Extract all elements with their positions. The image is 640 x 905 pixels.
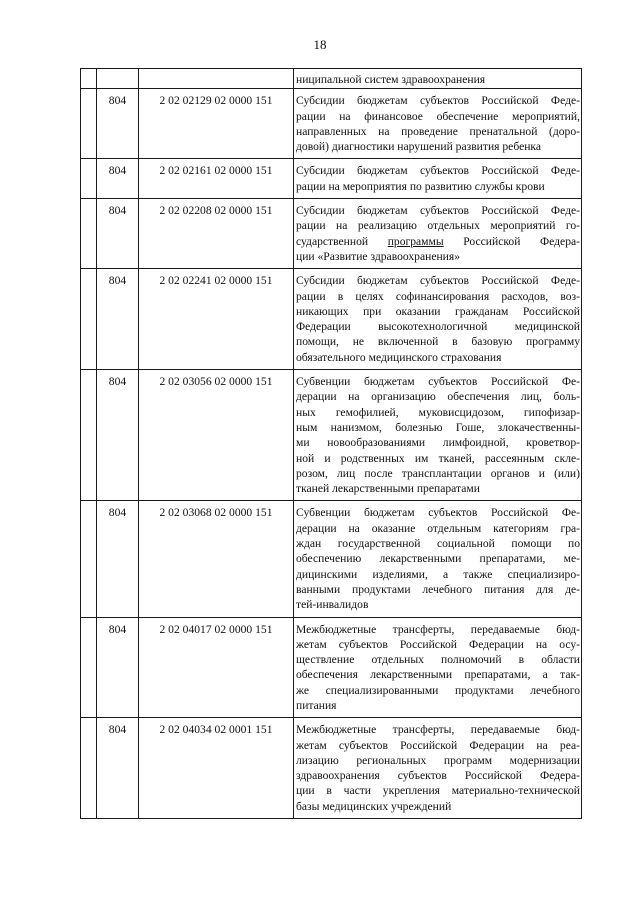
admin-code-cell: 804 bbox=[97, 617, 139, 718]
description-line: направленных на проведение пренатальной (доро- bbox=[296, 124, 580, 138]
description-line: рации на мероприятия по развитию службы крови bbox=[296, 179, 545, 193]
description-line: Межбюджетные трансферты, передаваемые бюд- bbox=[296, 723, 580, 737]
margin-cell bbox=[81, 89, 97, 159]
table-row bbox=[81, 617, 582, 718]
margin-cell bbox=[81, 501, 97, 617]
description-line: Федерации высокотехнологичной медицинской bbox=[296, 320, 580, 334]
budget-code-cell: 2 02 03056 02 0000 151 bbox=[139, 370, 294, 501]
description-cell bbox=[294, 370, 582, 501]
description-line: Субвенции бюджетам субъектов Российской Фе- bbox=[296, 375, 580, 389]
description-line: Субсидии бюджетам субъектов Российской Феде- bbox=[296, 164, 580, 178]
description-line: Субсидии бюджетам субъектов Российской Феде- bbox=[296, 94, 580, 108]
page-number: 18 bbox=[313, 37, 327, 52]
table-row-continuation bbox=[81, 69, 582, 89]
description-cell bbox=[294, 501, 582, 617]
margin-cell bbox=[81, 69, 97, 89]
table-row bbox=[81, 199, 582, 269]
description-line: ниципальной систем здравоохранения bbox=[296, 73, 486, 86]
margin-cell bbox=[81, 718, 97, 819]
table-body bbox=[81, 69, 582, 819]
table-row bbox=[81, 159, 582, 199]
admin-code-cell: 804 bbox=[97, 501, 139, 617]
table-row bbox=[81, 269, 582, 370]
budget-code-cell: 2 02 02208 02 0000 151 bbox=[139, 199, 294, 269]
program-link-text: программы bbox=[387, 234, 444, 248]
description-line: дерации на организацию обеспечения лиц, боль- bbox=[296, 390, 580, 404]
description-line: же специализированными продуктами лечебного bbox=[296, 683, 580, 697]
description-line: тей-инвалидов bbox=[296, 598, 369, 612]
budget-code-cell: 2 02 02241 02 0000 151 bbox=[139, 269, 294, 370]
admin-code-cell: 804 bbox=[97, 269, 139, 370]
description-line: дерации на оказание отдельным категориям гра- bbox=[296, 521, 580, 535]
description-line: дицинскими изделиями, а также специализиро- bbox=[296, 567, 580, 581]
budget-code-cell: 2 02 03068 02 0000 151 bbox=[139, 501, 294, 617]
description-line: обеспечению лекарственными препаратами, ме- bbox=[296, 552, 580, 566]
description-line: помощи, не включенной в базовую программу bbox=[296, 335, 580, 349]
budget-code-cell: 2 02 02161 02 0000 151 bbox=[139, 159, 294, 199]
table-row bbox=[81, 89, 582, 159]
table-row bbox=[81, 501, 582, 617]
admin-code-cell: 804 bbox=[97, 159, 139, 199]
description-cell bbox=[294, 69, 582, 89]
budget-code-cell bbox=[139, 69, 294, 89]
description-line: довой) диагностики нарушений развития ребенка bbox=[296, 140, 542, 154]
description-line: обязательного медицинского страхования bbox=[296, 350, 502, 364]
table-row bbox=[81, 370, 582, 501]
budget-codes-table bbox=[80, 68, 582, 819]
description-cell bbox=[294, 159, 582, 199]
description-cell bbox=[294, 89, 582, 159]
table-row bbox=[81, 718, 582, 819]
description-line: жетам субъектов Российской Федерации на реа- bbox=[296, 738, 580, 752]
description-line: тканей лекарственными препаратами bbox=[296, 482, 480, 496]
admin-code-cell: 804 bbox=[97, 199, 139, 269]
description-line: ции в части укрепления материально-технической bbox=[296, 784, 580, 798]
description-cell bbox=[294, 617, 582, 718]
description-cell bbox=[294, 199, 582, 269]
description-line: жетам субъектов Российской Федерации на осу- bbox=[296, 637, 580, 651]
description-line: питания bbox=[296, 698, 337, 712]
admin-code-cell: 804 bbox=[97, 370, 139, 501]
description-line: ществление отдельных полномочий в области bbox=[296, 653, 580, 667]
admin-code-cell bbox=[97, 69, 139, 89]
margin-cell bbox=[81, 370, 97, 501]
budget-code-cell: 2 02 04034 02 0001 151 bbox=[139, 718, 294, 819]
margin-cell bbox=[81, 269, 97, 370]
margin-cell bbox=[81, 159, 97, 199]
admin-code-cell: 804 bbox=[97, 89, 139, 159]
description-line: лизацию региональных программ модернизации bbox=[296, 753, 580, 767]
description-line: никающих при оказании гражданам Российской bbox=[296, 304, 580, 318]
admin-code-cell: 804 bbox=[97, 718, 139, 819]
budget-code-cell: 2 02 02129 02 0000 151 bbox=[139, 89, 294, 159]
margin-cell bbox=[81, 617, 97, 718]
description-line: розом, лиц после трансплантации органов и (или) bbox=[296, 466, 580, 480]
description-cell bbox=[294, 269, 582, 370]
description-line: здравоохранения субъектов Российской Федера- bbox=[296, 769, 580, 783]
description-cell bbox=[294, 718, 582, 819]
description-line: рации на реализацию отдельных мероприятий го- bbox=[296, 219, 580, 233]
margin-cell bbox=[81, 199, 97, 269]
description-line: ным нанизмом, болезнью Гоше, злокачественны- bbox=[296, 420, 580, 434]
description-line: ной и родственных им тканей, рассеянным скле- bbox=[296, 451, 580, 465]
description-line: Субвенции бюджетам субъектов Российской Фе- bbox=[296, 506, 580, 520]
budget-code-cell: 2 02 04017 02 0000 151 bbox=[139, 617, 294, 718]
description-line: Межбюджетные трансферты, передаваемые бюд- bbox=[296, 622, 580, 636]
description-line: Субсидии бюджетам субъектов Российской Феде- bbox=[296, 274, 580, 288]
description-line: базы медицинских учреждений bbox=[296, 799, 452, 813]
description-line: обеспечения лекарственными препаратами, а так- bbox=[296, 668, 580, 682]
description-line: сударственной программы Российской Федера- bbox=[296, 234, 580, 248]
description-line: рации в целях софинансирования расходов, воз- bbox=[296, 289, 580, 303]
description-line: ных гемофилией, муковисцидозом, гипофизар- bbox=[296, 405, 580, 419]
description-line: рации на финансовое обеспечение мероприятий, bbox=[296, 109, 580, 123]
description-line: ми новообразованиями лимфоидной, кроветвор- bbox=[296, 436, 580, 450]
description-line: Субсидии бюджетам субъектов Российской Феде- bbox=[296, 204, 580, 218]
description-line: ждан государственной социальной помощи по bbox=[296, 537, 580, 551]
description-line: ванными продуктами лечебного питания для де- bbox=[296, 582, 580, 596]
description-line: ции «Развитие здравоохранения» bbox=[296, 249, 461, 263]
